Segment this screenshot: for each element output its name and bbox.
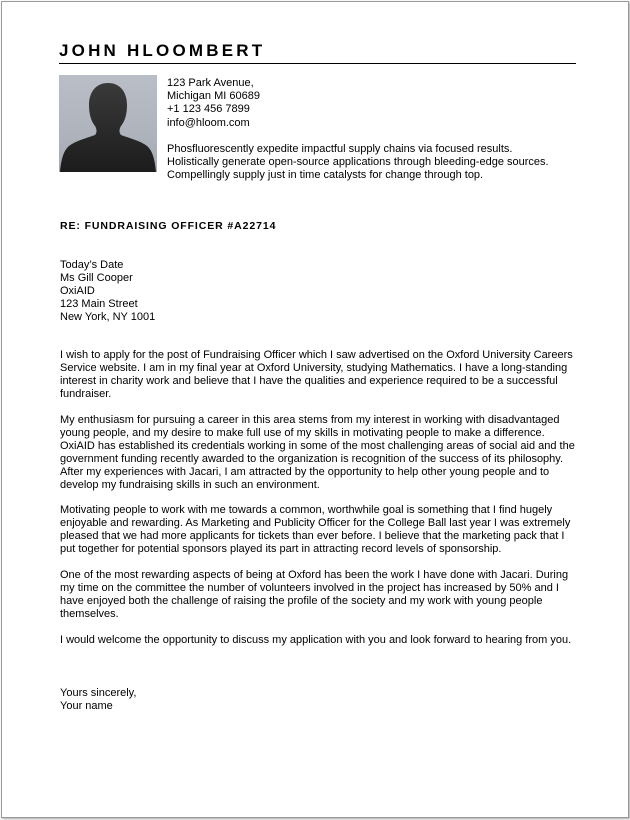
body-paragraph: My enthusiasm for pursuing a career in this area stems from my interest in working with disadvantaged young people, and my desire to make full use of my skills in motivating people to make a difference. OxiAID has established its credentials working in some of the most challenging areas of social aid and the government funding recently awarded to the organization is recognition of the success of its philosophy. After my experiences with Jacari, I am attracted by the opportunity to help other young people and to develop my fundraising skills in such an environment. bbox=[60, 413, 575, 491]
summary-line: Phosfluorescently expedite impactful supply chains via focused results. bbox=[167, 143, 513, 155]
summary-line: Holistically generate open-source applications through bleeding-edge sources. bbox=[167, 156, 549, 168]
contact-phone: +1 123 456 7899 bbox=[167, 103, 250, 116]
recipient-city: New York, NY 1001 bbox=[60, 311, 156, 323]
body-paragraph: One of the most rewarding aspects of being at Oxford has been the work I have done with Jacari. During my time on the committee the number of volunteers involved in the project has increased by 50% and I have enjoyed both the challenge of raising the profile of the society and my work with young people themselves. bbox=[60, 569, 569, 621]
recipient-company: OxiAID bbox=[60, 285, 95, 297]
profile-summary bbox=[167, 143, 587, 182]
letter-body bbox=[60, 349, 580, 659]
contact-city: Michigan MI 60689 bbox=[167, 90, 260, 103]
contact-street: 123 Park Avenue, bbox=[167, 77, 254, 89]
recipient-address bbox=[60, 259, 155, 324]
profile-photo bbox=[59, 75, 157, 172]
letter-page bbox=[1, 1, 629, 818]
contact-email: info@hloom.com bbox=[167, 116, 250, 129]
contact-block bbox=[167, 77, 260, 130]
closing-salutation: Yours sincerely, bbox=[60, 687, 137, 699]
body-paragraph: Motivating people to work with me towards a common, worthwhile goal is something that I find hugely enjoyable and rewarding. As Marketing and Publicity Officer for the College Ball last year I was extremely pleased that we had more applicants for tickets than ever before. I believe that the marketing pack that I put together for potential sponsors played its part in attracting record levels of sponsorship. bbox=[60, 504, 571, 556]
person-silhouette-icon bbox=[59, 75, 157, 172]
body-paragraph: I would welcome the opportunity to discuss my application with you and look forward to hearing from you. bbox=[60, 633, 572, 646]
summary-line: Compellingly supply just in time catalysts for change through top. bbox=[167, 169, 484, 181]
closing-block bbox=[60, 687, 136, 713]
recipient-name: Ms Gill Cooper bbox=[60, 272, 133, 284]
letter-date: Today’s Date bbox=[60, 259, 124, 271]
body-paragraph: I wish to apply for the post of Fundraising Officer which I saw advertised on the Oxford University Careers Service website. I am in my final year at Oxford University, studying Mathematics. I have a long-standing interest in charity work and believe that I have the qualities and experience required to be a successful fundraiser. bbox=[60, 349, 573, 400]
recipient-street: 123 Main Street bbox=[60, 298, 138, 310]
applicant-name: JOHN HLOOMBERT bbox=[59, 41, 266, 60]
closing-signature: Your name bbox=[60, 700, 113, 712]
header-divider bbox=[59, 63, 576, 64]
subject-line: RE: FUNDRAISING OFFICER #A22714 bbox=[60, 220, 277, 232]
